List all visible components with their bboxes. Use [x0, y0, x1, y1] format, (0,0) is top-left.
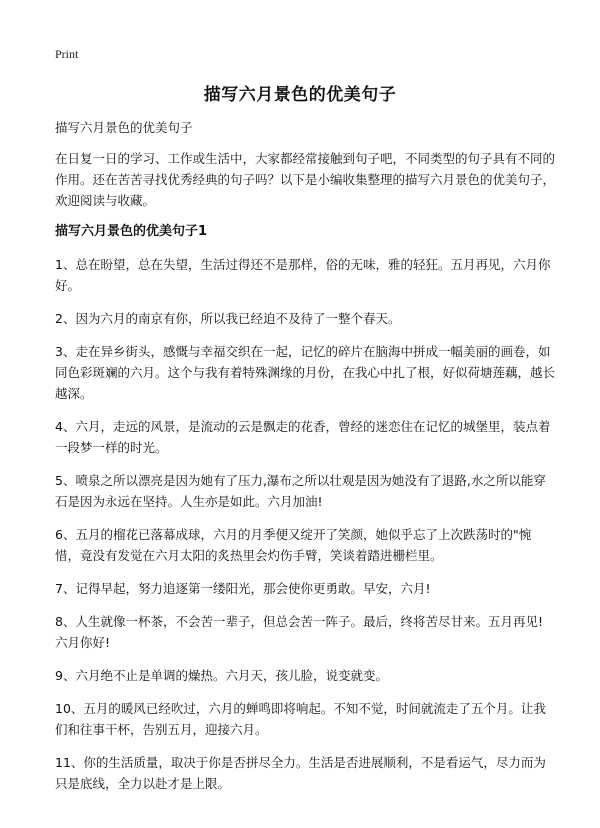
print-link[interactable]: Print [55, 47, 79, 61]
article-body [55, 117, 555, 806]
sentence-item: 7、记得早起，努力追逐第一缕阳光，那会使你更勇敢。早安，六月! [55, 581, 431, 596]
sentence-item: 8、人生就像一杯茶，不会苦一辈子，但总会苦一阵子。最后，终将苦尽甘来。五月再见!六月你好! [55, 614, 543, 650]
sentence-item: 9、六月绝不止是单调的燥热。六月天，孩儿脸，说变就变。 [55, 668, 388, 683]
sentence-item: 4、六月，走远的风景，是流动的云是飘走的花香，曾经的迷恋住在记忆的城堡里，装点着一段梦一样的时光。 [55, 419, 551, 455]
sentence-item: 2、因为六月的南京有你，所以我已经迫不及待了一整个春天。 [55, 311, 401, 326]
sentence-item: 6、五月的榴花已落幕成球，六月的月季便又绽开了笑颜，她似乎忘了上次跌荡时的"惋惜，竟没有发觉在六月太阳的炙热里会灼伤手臂，笑谈着踏进栅栏里。 [55, 527, 532, 563]
sentence-item: 5、喷泉之所以漂亮是因为她有了压力,瀑布之所以壮观是因为她没有了退路,水之所以能穿石是因为永远在坚持。人生亦是如此。六月加油! [55, 473, 546, 509]
section-heading: 描写六月景色的优美句子1 [55, 224, 208, 239]
sentence-item: 11、你的生活质量，取决于你是否拼尽全力。生活是否进展顺利，不是看运气，尽力而为只是底线，全力以赴才是上限。 [55, 755, 546, 791]
article-subtitle: 描写六月景色的优美句子 [55, 120, 193, 135]
sentence-item: 1、总在盼望，总在失望，生活过得还不是那样，俗的无味，雅的轻狂。五月再见，六月你好。 [55, 257, 551, 293]
sentence-item: 3、走在异乡街头，感慨与幸福交织在一起，记忆的碎片在脑海中拼成一幅美丽的画卷，如同色彩斑斓的六月。这个与我有着特殊渊缘的月份，在我心中扎了根，好似荷塘莲藕，越长越深。 [55, 344, 556, 401]
page-title: 描写六月景色的优美句子 [203, 85, 397, 105]
sentence-item: 10、五月的暖风已经吹过，六月的蝉鸣即将响起。不知不觉，时间就流走了五个月。让我们和往事干杯，告别五月，迎接六月。 [55, 701, 546, 737]
intro-paragraph: 在日复一日的学习、工作或生活中，大家都经常接触到句子吧，不同类型的句子具有不同的作用。还在苦苦寻找优秀经典的句子吗？以下是小编收集整理的描写六月景色的优美句子，欢迎阅读与收藏。 [55, 151, 556, 208]
